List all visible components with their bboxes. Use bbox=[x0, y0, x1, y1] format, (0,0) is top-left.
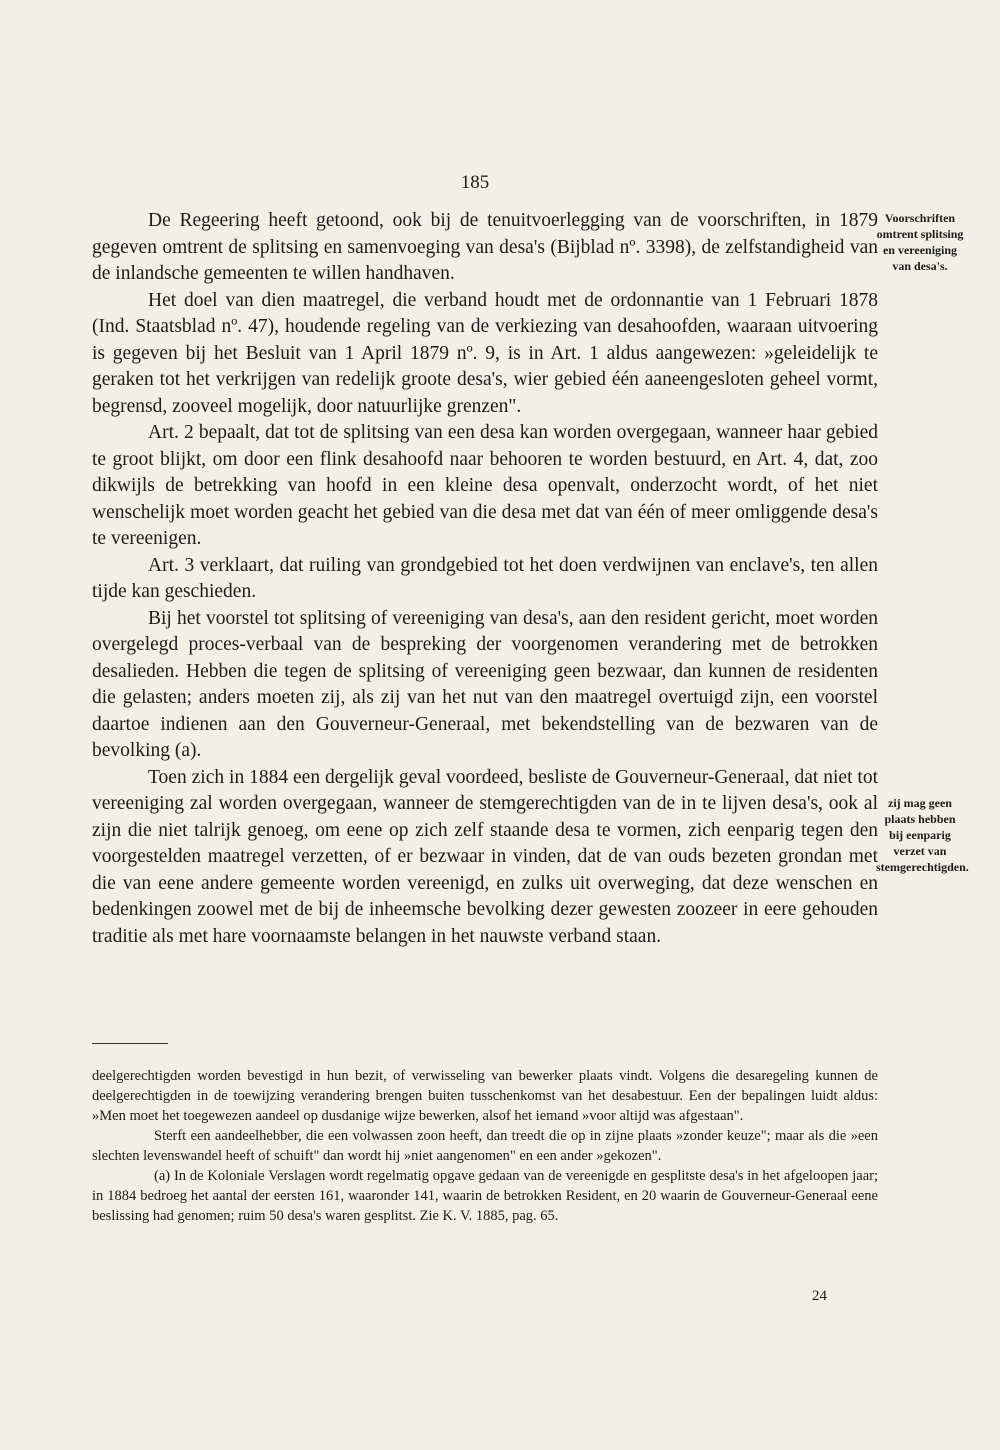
footnote-rule bbox=[92, 1043, 168, 1044]
paragraph: Het doel van dien maatregel, die verband houdt met de ordonnantie van 1 Februari 1878 (Ind. Staatsblad nº. 47), houdende regeling van de verkiezing van desahoofden, waaraan uitvoering is gegeven bij het Besluit van 1 April 1879 nº. 9, is in Art. 1 aldus aangewezen: »geleidelijk te geraken tot het verkrijgen van redelijk groote desa's, wier gebied één aaneengesloten geheel vormt, begrensd, zooveel mogelijk, door natuurlijke grenzen". bbox=[92, 289, 878, 417]
paragraph: Art. 2 bepaalt, dat tot de splitsing van een desa kan worden overgegaan, wanneer haar gebied te groot blijkt, om door een flink desahoofd naar behooren te worden bestuurd, en Art. 4, dat, zoo dikwijls de betrekking van hoofd in een kleine desa openvalt, onderzocht wordt, of het niet wenschelijk moet worden geacht het gebied van die desa met dat van één of meer omliggende desa's te vereenigen. bbox=[92, 422, 878, 549]
paragraph: De Regeering heeft getoond, ook bij de tenuitvoerlegging van de voorschriften, in 1879 gegeven omtrent de splitsing en samenvoeging van desa's (Bijblad nº. 3398), de zelfstandigheid van de inlandsche gemeenten te willen handhaven. bbox=[92, 210, 878, 284]
paragraph: Bij het voorstel tot splitsing of vereeniging van desa's, aan den resident gericht, moet worden overgelegd proces-verbaal van de bespreking der voorgenomen verandering met de betrokken desalieden. Hebben die tegen de splitsing of vereeniging geen bezwaar, dan kunnen de residenten die gelasten; anders moeten zij, als zij van het nut van den maatregel overtuigd zijn, een voorstel daartoe indienen aan den Gouverneur-Generaal, met bekendstelling van de bezwaren van de bevolking (a). bbox=[92, 607, 878, 761]
footnote: Sterft een aandeelhebber, die een volwassen zoon heeft, dan treedt die op in zijne plaats »zonder keuze"; maar als die »een slechten levenswandel heeft of schuift" dan wordt hij »niet aangenomen" en een ander »gekozen". bbox=[92, 1128, 878, 1164]
page-number: 185 bbox=[460, 172, 490, 193]
signature-mark: 24 bbox=[812, 1288, 827, 1304]
body-text bbox=[92, 208, 878, 950]
paragraph: Toen zich in 1884 een dergelijk geval voordeed, besliste de Gouverneur-Generaal, dat niet tot vereeniging zal worden overgegaan, wanneer de stemgerechtigden van de in te lijven desa's, ook al zijn die niet talrijk genoeg, om eene op zich zelf staande desa te vormen, zich eenparig tegen den voorgestelden maatregel verzetten, of er bezwaar in vinden, dat de van ouds bezeten grondan met die van eene andere gemeente worden vereenigd, en zulks uit overweging, dat deze wenschen en bedenkingen zoowel met de bij de inheemsche bevolking dezer gewesten zoozeer in eere gehouden traditie als met hare voornaamste belangen in het nauwste verband staan. bbox=[92, 766, 878, 947]
footnote: (a) In de Koloniale Verslagen wordt regelmatig opgave gedaan van de vereenigde en gesplitste desa's in het afgeloopen jaar; in 1884 bedroeg het aantal der eersten 161, waaronder 141, waarin de betrokken Resident, en 20 waarin de Gouverneur-Generaal eene beslissing had genomen; ruim 50 desa's waren gesplitst. Zie K. V. 1885, pag. 65. bbox=[92, 1168, 878, 1224]
footnotes bbox=[92, 1066, 878, 1226]
paragraph: Art. 3 verklaart, dat ruiling van grondgebied tot het doen verdwijnen van enclave's, ten allen tijde kan geschieden. bbox=[92, 554, 878, 602]
margin-note-1: Voorschriften omtrent splitsing en vereeniging van desa's. bbox=[876, 211, 964, 273]
footnote: deelgerechtigden worden bevestigd in hun bezit, of verwisseling van bewerker plaats vindt. Volgens die desaregeling kunnen de deelgerechtigden in de toewijzing verandering brengen buiten tusschenkomst van het desabestuur. Een der bepalingen luidt aldus: »Men moet het toegewezen aandeel op dusdanige wijze bewerken, alsof het iemand »voor altijd was afgestaan". bbox=[92, 1068, 878, 1124]
margin-note-2: zij mag geen plaats hebben bij eenparig verzet van stemgerechtigden. bbox=[876, 796, 969, 874]
